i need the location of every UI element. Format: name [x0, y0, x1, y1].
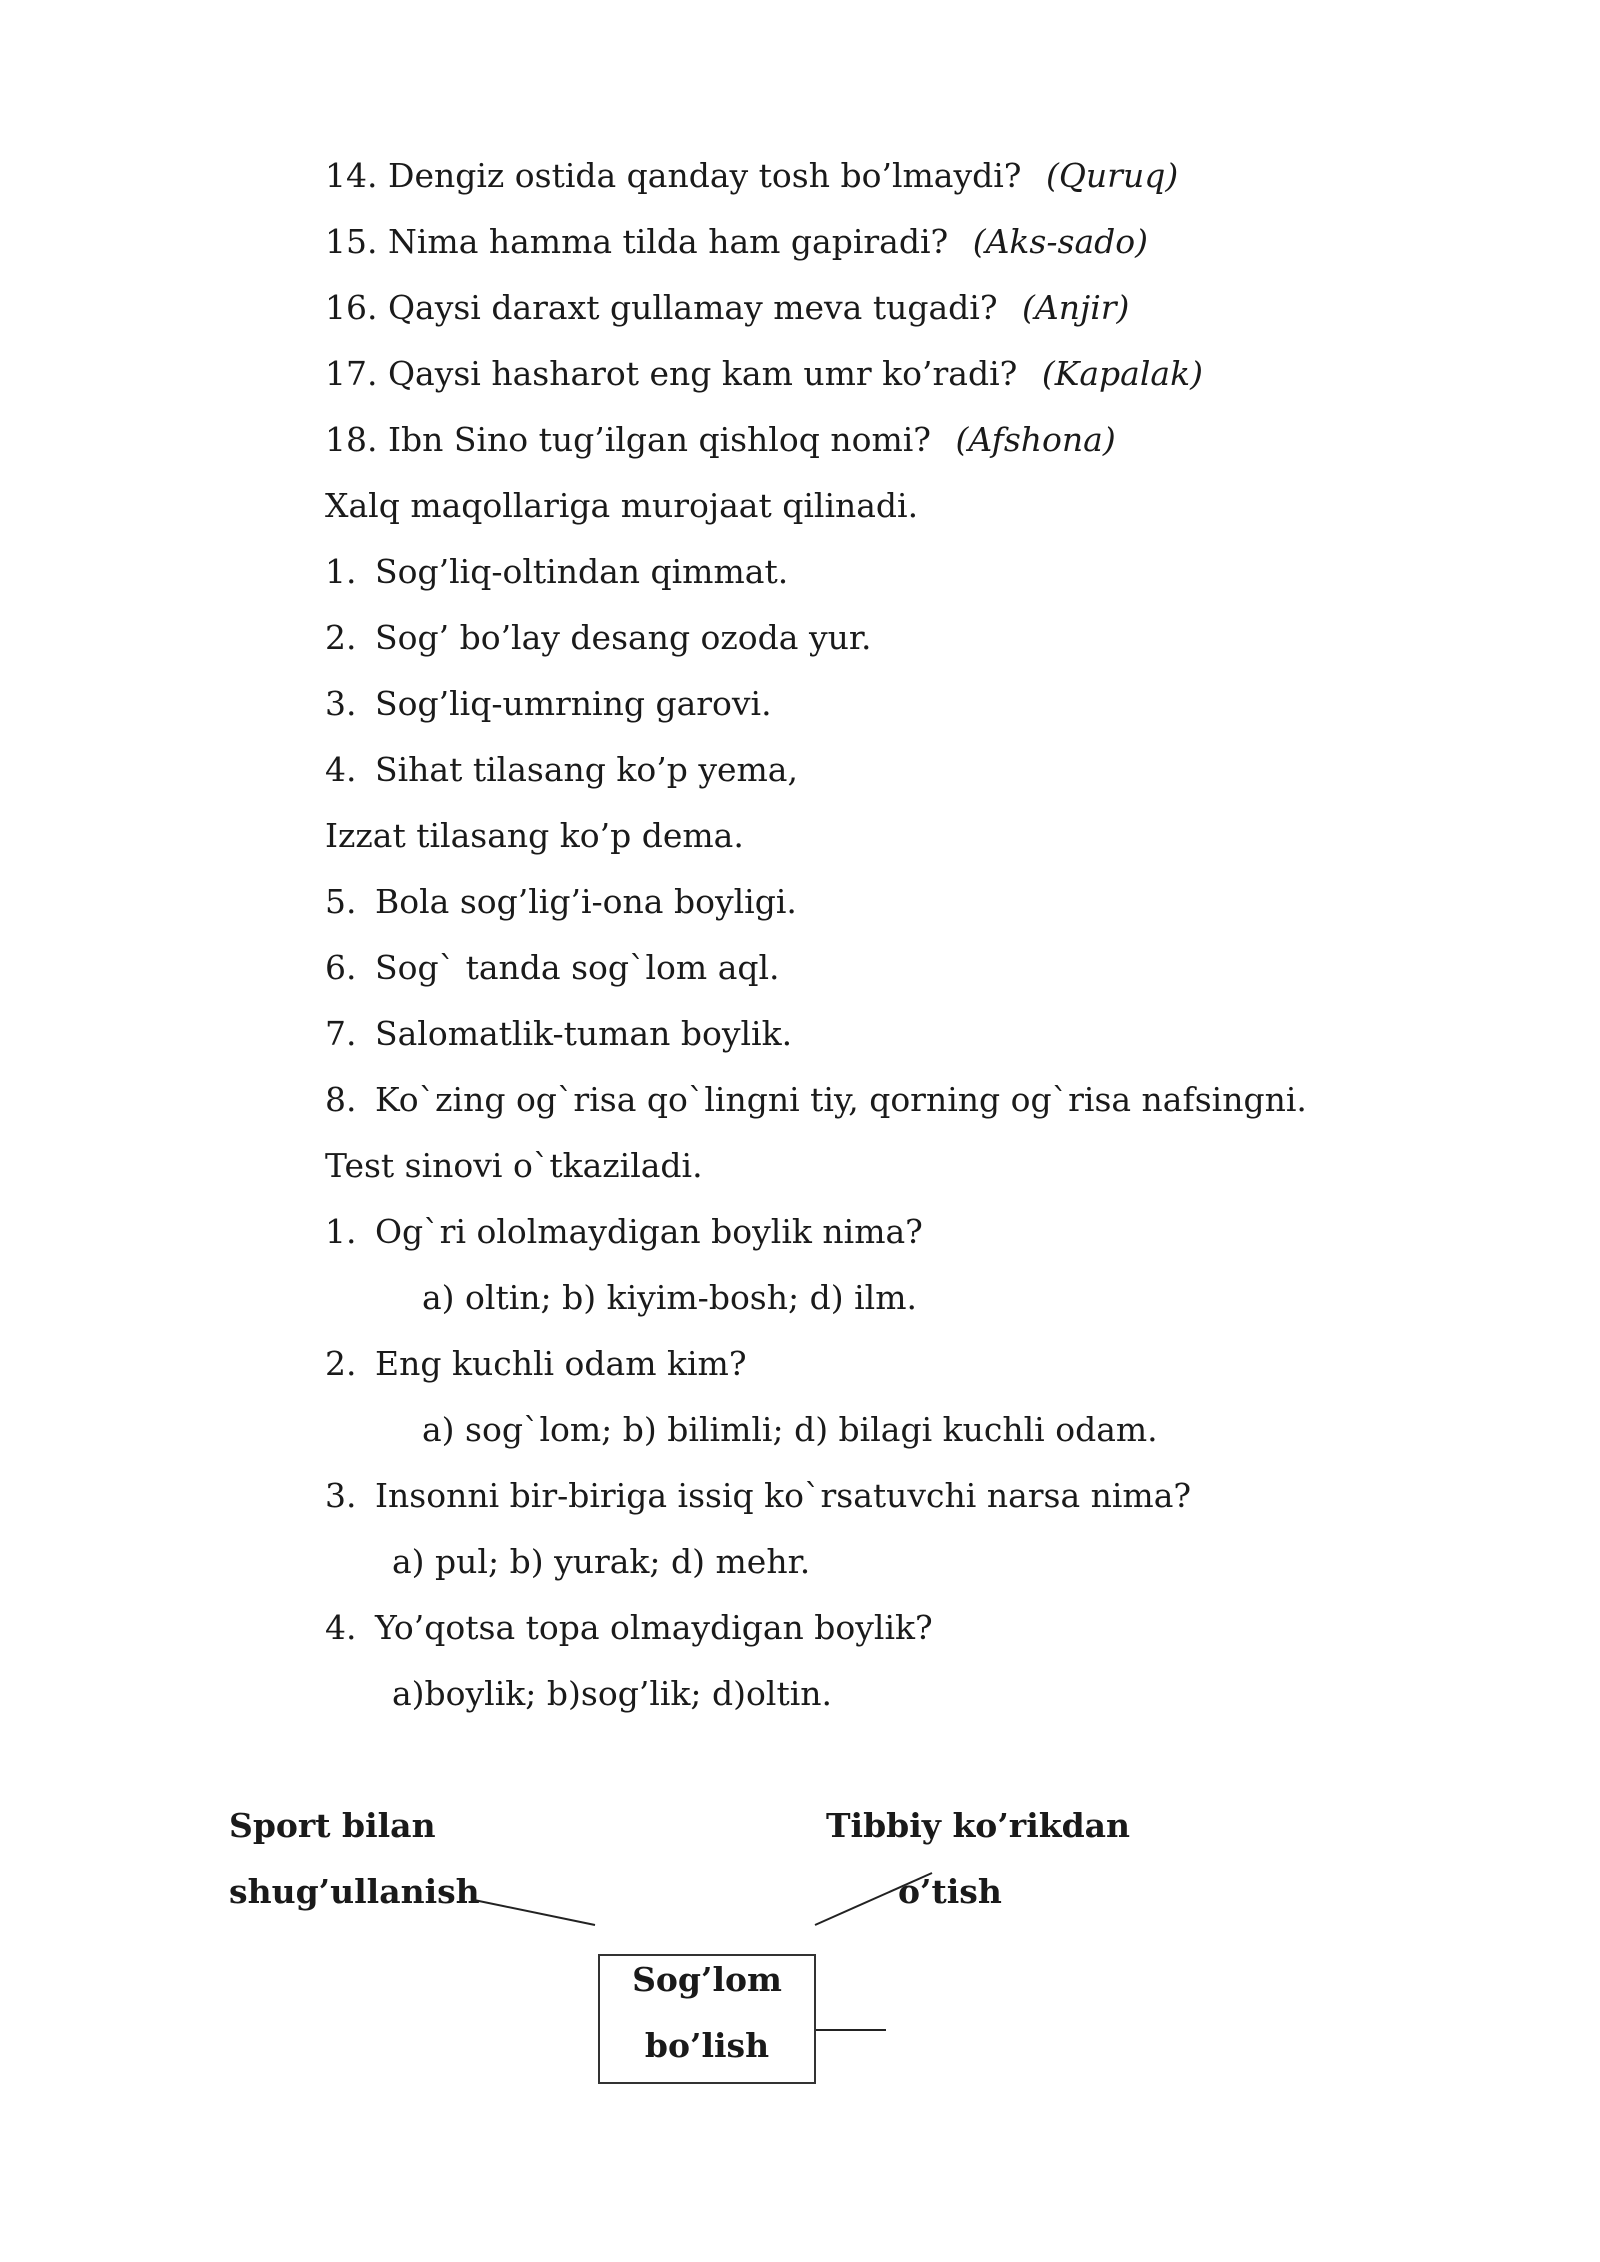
proverb-text: Sihat tilasang ko’p yema, — [375, 750, 798, 789]
riddle-answer: (Afshona) — [955, 420, 1116, 459]
proverb-text: Sog’liq-oltindan qimmat. — [375, 552, 789, 591]
proverb-number: 1. — [325, 552, 357, 591]
proverb-text: Sog’liq-umrning garovi. — [375, 684, 772, 723]
proverb-text: Salomatlik-tuman boylik. — [375, 1014, 793, 1053]
left-connector-line — [474, 1900, 595, 1925]
riddle-answer: (Kapalak) — [1041, 354, 1203, 393]
test-options-1: a) oltin; b) kiyim-bosh; d) ilm. — [422, 1278, 917, 1317]
proverb-4-continuation: Izzat tilasang ko’p dema. — [325, 816, 744, 855]
riddle-question: Nima hamma tilda ham gapiradi? — [387, 222, 949, 261]
riddle-answer: (Quruq) — [1046, 156, 1179, 195]
proverb-number: 6. — [325, 948, 357, 987]
riddle-question: Ibn Sino tug’ilgan qishloq nomi? — [387, 420, 932, 459]
question-number: 4. — [325, 1608, 357, 1647]
riddle-number: 16. — [325, 288, 378, 327]
question-number: 3. — [325, 1476, 357, 1515]
test-options-4: a)boylik; b)sog’lik; d)oltin. — [392, 1674, 833, 1713]
proverb-text: Bola sog’lig’i-ona boyligi. — [375, 882, 797, 921]
question-number: 2. — [325, 1344, 357, 1383]
question-text: Eng kuchli odam kim? — [375, 1344, 747, 1383]
proverb-text: Sog’ bo’lay desang ozoda yur. — [375, 618, 872, 657]
question-text: Yo’qotsa topa olmaydigan boylik? — [375, 1608, 933, 1647]
diagram-right-label-line2: o’tish — [898, 1872, 1002, 1911]
proverb-number: 3. — [325, 684, 357, 723]
proverb-number: 8. — [325, 1080, 357, 1119]
test-options-2: a) sog`lom; b) bilimli; d) bilagi kuchli odam. — [422, 1410, 1158, 1449]
proverb-text: Ko`zing og`risa qo`lingni tiy, qorning og`risa nafsingni. — [375, 1080, 1307, 1119]
diagram-left-label-line1: Sport bilan — [229, 1806, 436, 1845]
proverbs-heading: Xalq maqollariga murojaat qilinadi. — [325, 486, 919, 525]
test-options-3: a) pul; b) yurak; d) mehr. — [392, 1542, 811, 1581]
riddle-question: Qaysi hasharot eng kam umr ko’radi? — [387, 354, 1018, 393]
riddle-number: 15. — [325, 222, 378, 261]
question-number: 1. — [325, 1212, 357, 1251]
riddle-answer: (Aks-sado) — [972, 222, 1148, 261]
proverb-number: 5. — [325, 882, 357, 921]
proverb-number: 2. — [325, 618, 357, 657]
diagram-center-box — [598, 1954, 816, 2084]
proverb-text: Sog` tanda sog`lom aql. — [375, 948, 780, 987]
riddle-number: 18. — [325, 420, 378, 459]
question-text: Insonni bir-biriga issiq ko`rsatuvchi narsa nima? — [375, 1476, 1192, 1515]
question-text: Og`ri ololmaydigan boylik nima? — [375, 1212, 923, 1251]
riddle-number: 14. — [325, 156, 378, 195]
riddle-number: 17. — [325, 354, 378, 393]
diagram-center-label-line1: Sog’lom — [632, 1960, 782, 1999]
riddle-question: Qaysi daraxt gullamay meva tugadi? — [387, 288, 998, 327]
diagram-left-label-line2: shug’ullanish — [229, 1872, 480, 1911]
proverb-number: 4. — [325, 750, 357, 789]
right-connector-line — [815, 1873, 932, 1925]
proverb-number: 7. — [325, 1014, 357, 1053]
diagram-right-label-line1: Tibbiy ko’rikdan — [826, 1806, 1131, 1845]
riddle-question: Dengiz ostida qanday tosh bo’lmaydi? — [387, 156, 1022, 195]
diagram-center-label-line2: bo’lish — [644, 2026, 770, 2065]
riddle-answer: (Anjir) — [1022, 288, 1130, 327]
test-heading: Test sinovi o`tkaziladi. — [325, 1146, 703, 1185]
